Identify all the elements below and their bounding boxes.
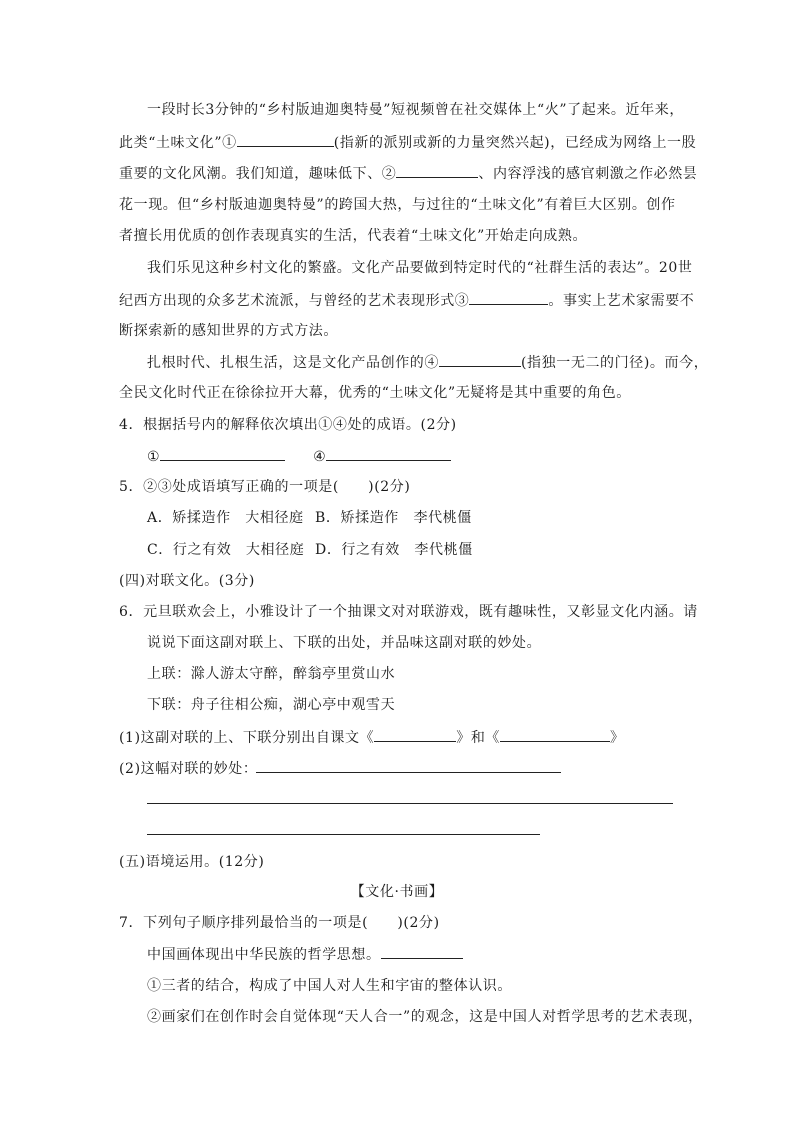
passage-line: 花一现。但“乡村版迪迦奥特曼”的跨国大热，与过往的“土味文化”有着巨大区别。创作	[119, 197, 676, 213]
passage-line	[119, 290, 694, 311]
question-6-stem: 6．元旦联欢会上，小雅设计了一个抽课文对对联游戏，既有趣味性，又彰显文化内涵。请	[119, 604, 698, 620]
answer-line[interactable]	[256, 772, 561, 773]
passage-text: 重要的文化风潮。我们知道，趣味低下、②	[119, 166, 397, 182]
q7-sentence-1: ①三者的结合，构成了中国人对人生和宇宙的整体认识。	[147, 978, 512, 994]
circle-mark-4: ④	[313, 449, 327, 465]
q6-source-1-field[interactable]	[374, 727, 456, 742]
answer-line[interactable]	[147, 803, 673, 804]
blank-4[interactable]	[439, 352, 521, 367]
q6-sub2	[119, 759, 257, 779]
section-4-title: (四)对联文化。(3分)	[119, 573, 255, 589]
passage-text: (指新的派别或新的力量突然兴起)，已经成为网络上一股	[333, 135, 697, 151]
couplet-lower: 下联：舟子往相公痴，湖心亭中观雪天	[147, 697, 396, 713]
passage-line: 者擅长用优质的创作表现真实的生活，代表着“土味文化”开始走向成熟。	[119, 228, 588, 244]
section-5-title: (五)语境运用。(12分)	[119, 854, 265, 870]
answer-line[interactable]	[147, 834, 540, 835]
q7-sentence-2: ②画家们在创作时会自觉体现“天人合一”的观念，这是中国人对哲学思考的艺术表现，	[147, 1009, 703, 1025]
option-b[interactable]: B．矫揉造作 李代桃僵	[315, 510, 472, 526]
option-a[interactable]: A．矫揉造作 大相径庭	[147, 510, 304, 526]
q6-sub2-text: (2)这幅对联的妙处：	[119, 761, 258, 777]
passage-text: 。事实上艺术家需要不	[548, 293, 695, 309]
passage-line	[147, 352, 708, 373]
couplet-upper: 上联：滁人游太守醉，醉翁亭里赏山水	[147, 666, 396, 682]
passage-line: 断探索新的感知世界的方式方法。	[119, 323, 338, 339]
circle-mark-1: ①	[147, 449, 161, 465]
q6-source-2-field[interactable]	[500, 727, 610, 742]
passage-line: 一段时长3分钟的“乡村版迪迦奥特曼”短视频曾在社交媒体上“火”了起来。近年来，	[147, 102, 684, 118]
q7-intro-text: 中国画体现出中华民族的哲学思想。	[147, 947, 381, 963]
option-d[interactable]: D．行之有效 李代桃僵	[315, 542, 473, 558]
passage-text: 此类“土味文化”①	[119, 135, 237, 151]
section-5-heading: 【文化·书画】	[350, 884, 444, 900]
passage-line: 全民文化时代正在徐徐拉开大幕，优秀的“土味文化”无疑将是其中重要的角色。	[119, 385, 631, 401]
q6-sub1-text: 》和《	[456, 730, 501, 746]
passage-text: 、内容浮浅的感官刺激之作必然昙	[478, 166, 698, 182]
passage-text: 纪西方出现的众多艺术流派，与曾经的艺术表现形式③	[119, 293, 470, 309]
blank-1[interactable]	[237, 132, 334, 147]
passage-line	[119, 132, 696, 153]
passage-text: (指独一无二的门径)。而今，	[521, 355, 709, 371]
q7-intro	[147, 944, 463, 965]
q7-answer-field[interactable]	[381, 944, 463, 959]
blank-3[interactable]	[469, 290, 548, 305]
question-6-stem-cont: 说说下面这副对联上、下联的出处，并品味这副对联的妙处。	[147, 635, 542, 651]
q4-answer-line	[147, 446, 451, 467]
question-7-stem: 7．下列句子顺序排列最恰当的一项是( )(2分)	[119, 915, 440, 931]
q6-sub1	[119, 727, 625, 748]
passage-line	[119, 163, 697, 184]
question-4-stem: 4．根据括号内的解释依次填出①④处的成语。(2分)	[119, 417, 457, 433]
option-c[interactable]: C．行之有效 大相径庭	[147, 542, 305, 558]
blank-2[interactable]	[396, 163, 478, 178]
q4-answer-1-field[interactable]	[160, 446, 285, 461]
question-5-stem: 5．②③处成语填写正确的一项是( )(2分)	[119, 479, 411, 495]
q4-answer-4-field[interactable]	[326, 446, 451, 461]
q6-sub1-text: (1)这副对联的上、下联分别出自课文《	[119, 730, 375, 746]
passage-text: 扎根时代、扎根生活，这是文化产品创作的④	[147, 355, 439, 371]
passage-line: 我们乐见这种乡村文化的繁盛。文化产品要做到特定时代的“社群生活的表达”。20世	[147, 260, 693, 276]
q6-sub1-text: 》	[610, 730, 625, 746]
